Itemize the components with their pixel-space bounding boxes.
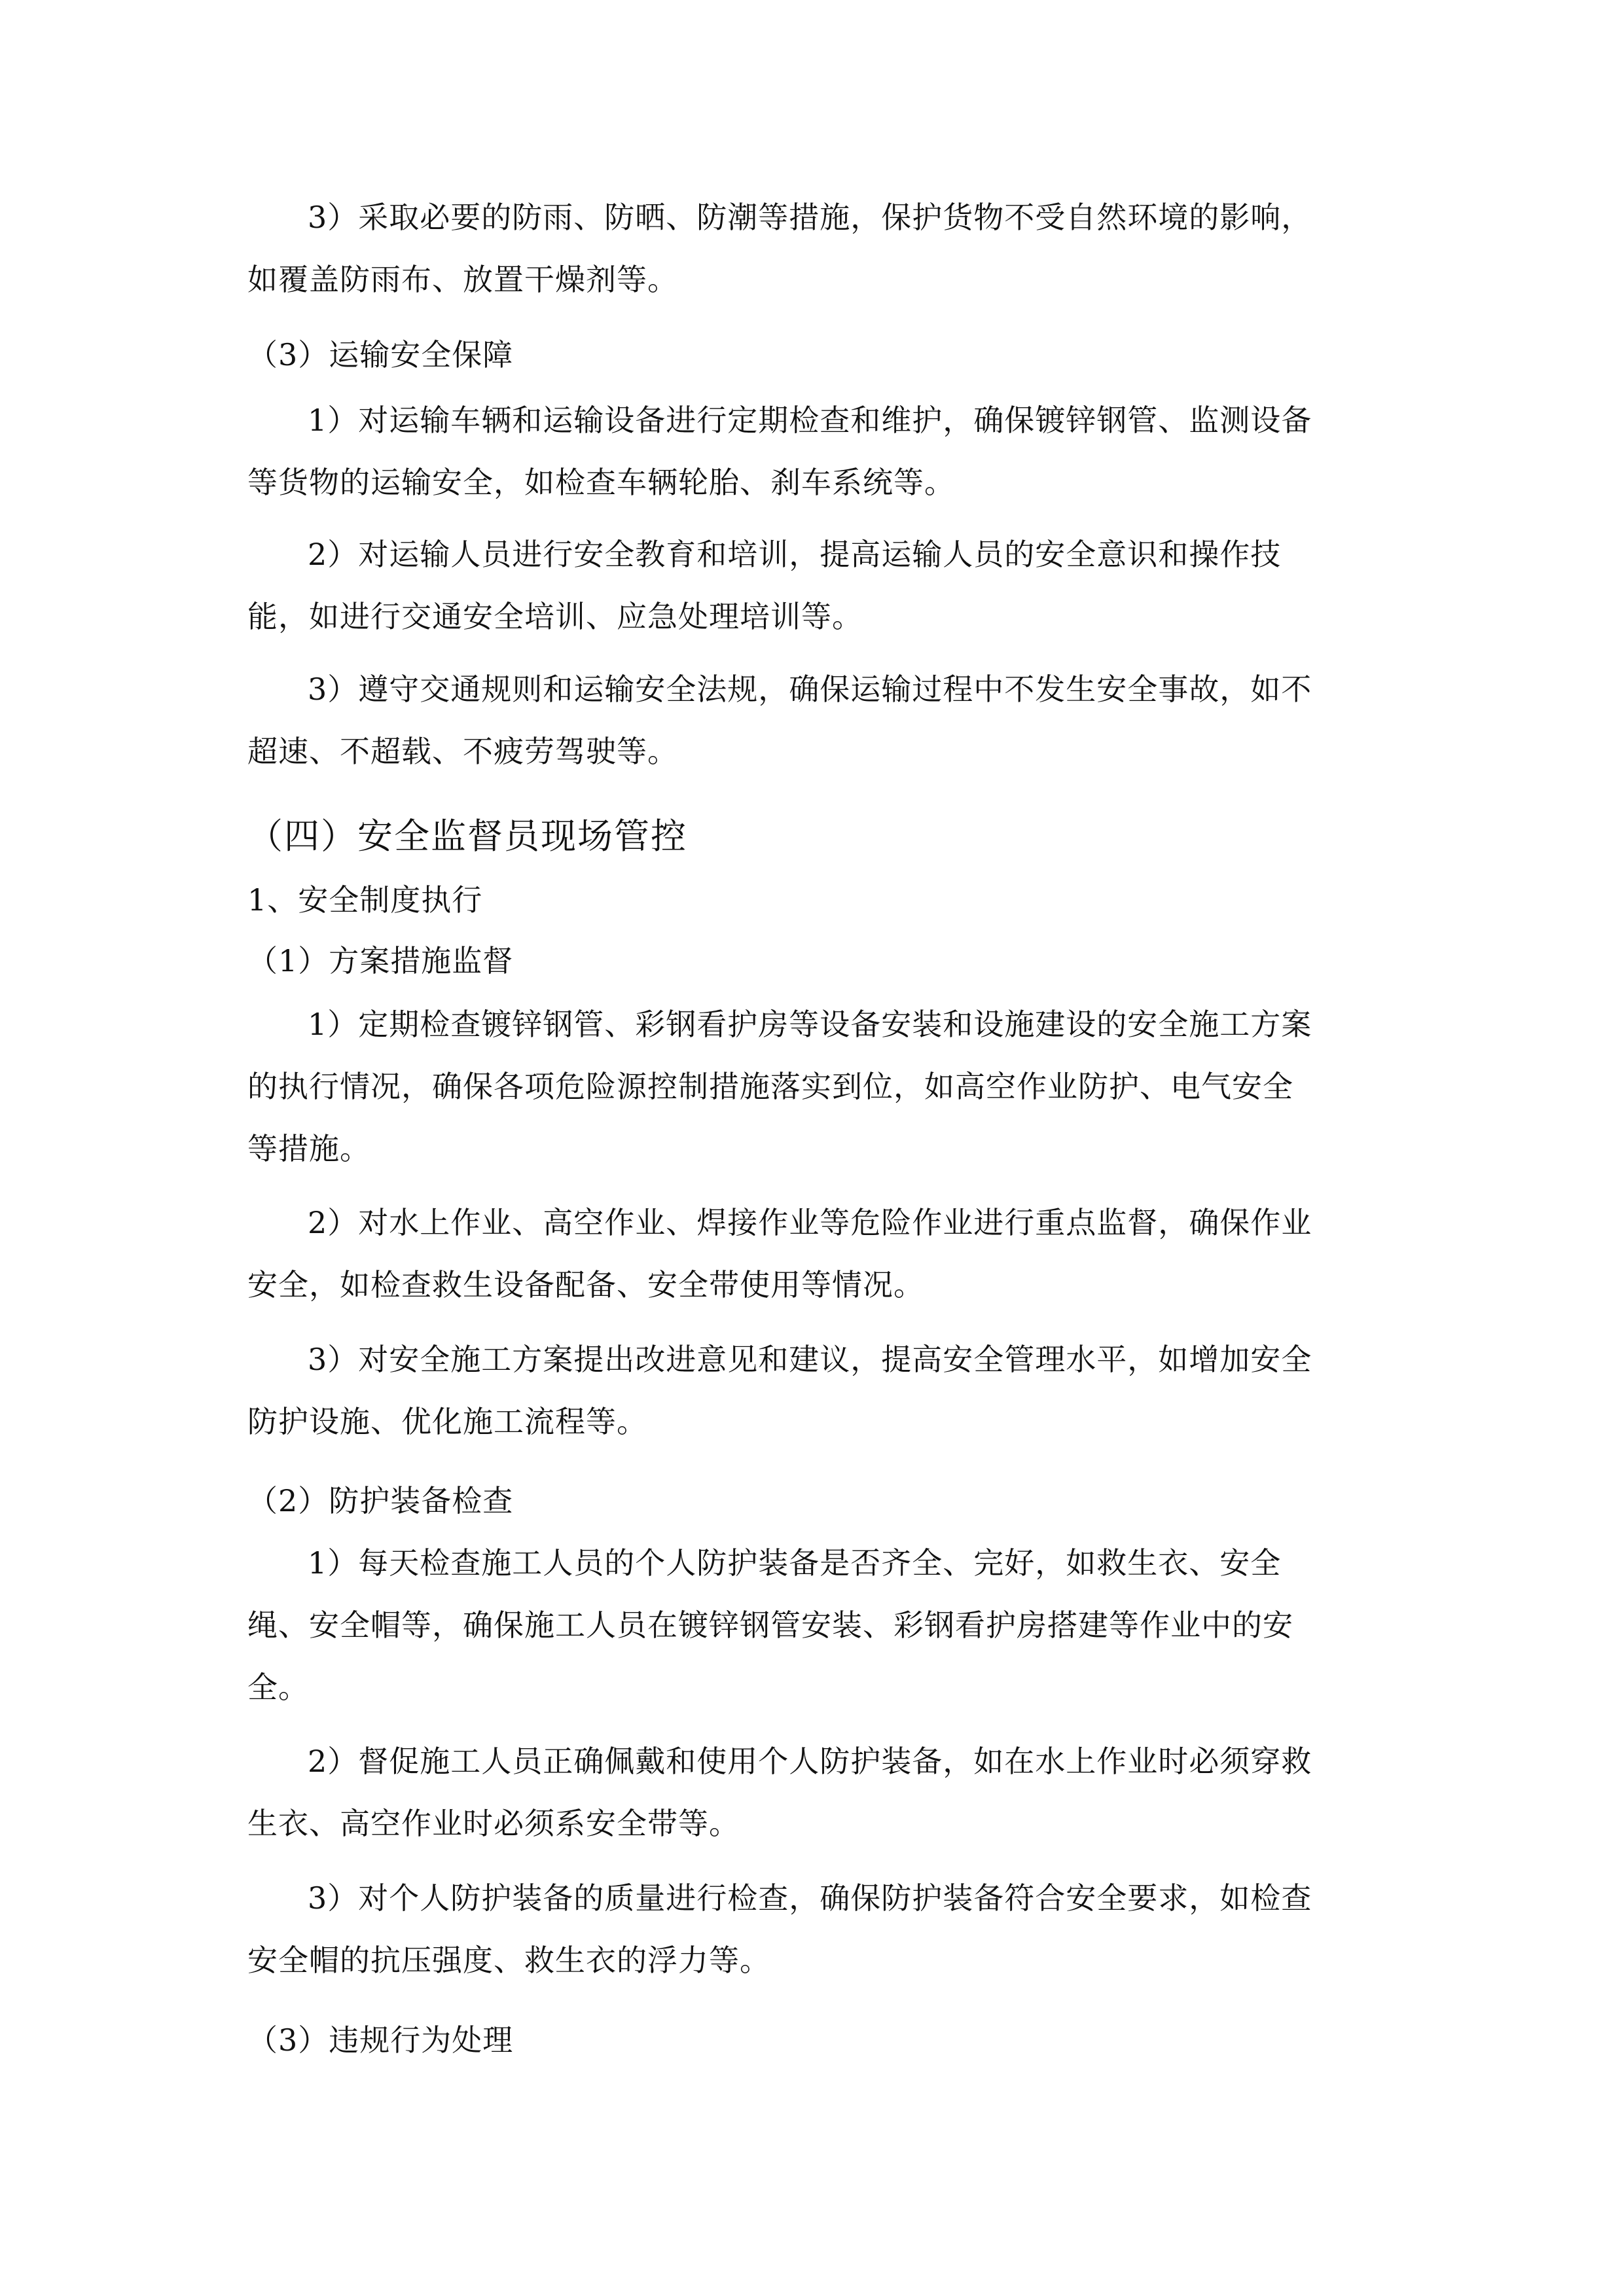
subsection-title: （3）违规行为处理 (247, 2022, 514, 2058)
item-title: 1、安全制度执行 (247, 882, 483, 918)
paragraph-line: 的执行情况，确保各项危险源控制措施落实到位，如高空作业防护、电气安全 (247, 1069, 1293, 1104)
paragraph-line: 2）对水上作业、高空作业、焊接作业等危险作业进行重点监督，确保作业 (308, 1205, 1312, 1240)
paragraph-line: 防护设施、优化施工流程等。 (247, 1404, 647, 1439)
paragraph-line: 能，如进行交通安全培训、应急处理培训等。 (247, 599, 863, 634)
paragraph-line: 等货物的运输安全，如检查车辆轮胎、刹车系统等。 (247, 465, 955, 500)
paragraph-line: 生衣、高空作业时必须系安全带等。 (247, 1806, 740, 1841)
paragraph-line: 3）对安全施工方案提出改进意见和建议，提高安全管理水平，如增加安全 (308, 1342, 1312, 1377)
paragraph-line: 3）遵守交通规则和运输安全法规，确保运输过程中不发生安全事故，如不 (308, 672, 1312, 707)
paragraph-line: 超速、不超载、不疲劳驾驶等。 (247, 734, 678, 769)
paragraph-line: 如覆盖防雨布、放置干燥剂等。 (247, 262, 678, 297)
paragraph-line: 3）采取必要的防雨、防晒、防潮等措施，保护货物不受自然环境的影响， (308, 200, 1312, 235)
paragraph-line: 2）对运输人员进行安全教育和培训，提高运输人员的安全意识和操作技 (308, 537, 1282, 572)
paragraph-line: 绳、安全帽等，确保施工人员在镀锌钢管安装、彩钢看护房搭建等作业中的安 (247, 1607, 1293, 1643)
subsection-title: （2）防护装备检查 (247, 1483, 514, 1518)
paragraph-line: 1）每天检查施工人员的个人防护装备是否齐全、完好，如救生衣、安全 (308, 1545, 1282, 1581)
paragraph-line: 全。 (247, 1670, 309, 1705)
paragraph-line: 等措施。 (247, 1131, 370, 1166)
subsection-title: （3）运输安全保障 (247, 337, 514, 372)
paragraph-line: 1）对运输车辆和运输设备进行定期检查和维护，确保镀锌钢管、监测设备 (308, 403, 1312, 438)
paragraph-line: 2）督促施工人员正确佩戴和使用个人防护装备，如在水上作业时必须穿救 (308, 1744, 1312, 1779)
paragraph-line: 安全，如检查救生设备配备、安全带使用等情况。 (247, 1267, 924, 1302)
paragraph-line: 3）对个人防护装备的质量进行检查，确保防护装备符合安全要求，如检查 (308, 1880, 1312, 1916)
paragraph-line: 安全帽的抗压强度、救生衣的浮力等。 (247, 1943, 770, 1978)
subsection-title: （1）方案措施监督 (247, 943, 514, 978)
section-heading: （四）安全监督员现场管控 (247, 816, 687, 857)
paragraph-line: 1）定期检查镀锌钢管、彩钢看护房等设备安装和设施建设的安全施工方案 (308, 1007, 1312, 1042)
